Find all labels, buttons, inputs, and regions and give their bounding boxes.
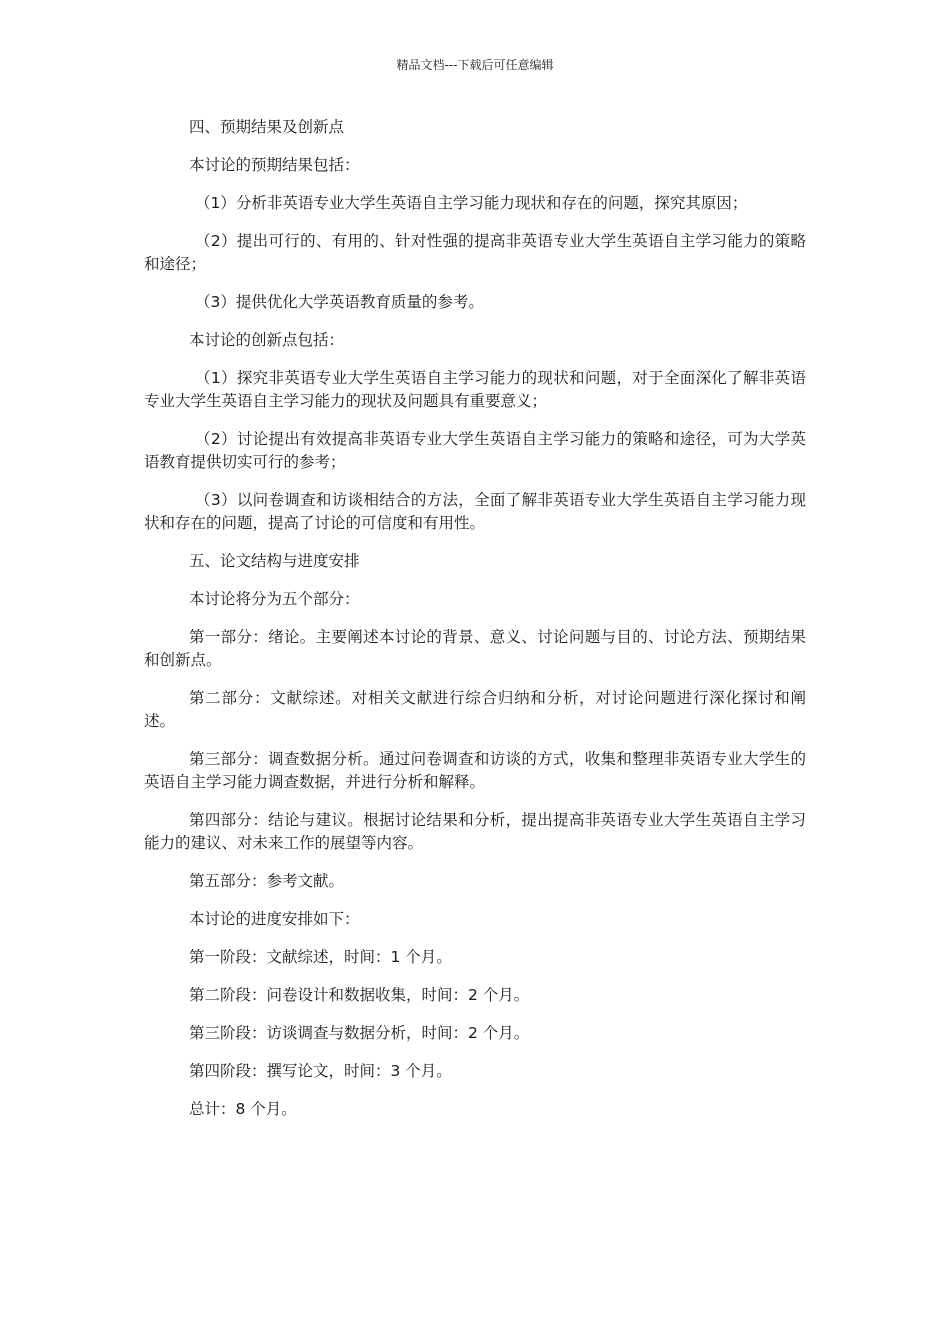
list-item: （3）提供优化大学英语教育质量的参考。: [195, 293, 484, 311]
schedule-item: 第一阶段：文献综述，时间：1 个月。: [189, 948, 452, 966]
paragraph: 第四部分：结论与建议。根据讨论结果和分析，提出提高非英语专业大学生英语自主学习能力的建议、对未来工作的展望等内容。: [144, 811, 806, 852]
paragraph: 本讨论将分为五个部分：: [189, 590, 360, 608]
list-item: （1）探究非英语专业大学生英语自主学习能力的现状和问题，对于全面深化了解非英语专业大学生英语自主学习能力的现状及问题具有重要意义；: [144, 369, 806, 410]
schedule-total: 总计：8 个月。: [189, 1100, 297, 1118]
section-heading: 四、预期结果及创新点: [189, 118, 345, 136]
list-item: （3）以问卷调查和访谈相结合的方法，全面了解非英语专业大学生英语自主学习能力现状和存在的问题，提高了讨论的可信度和有用性。: [144, 491, 806, 532]
list-item: （1）分析非英语专业大学生英语自主学习能力现状和存在的问题，探究其原因；: [195, 194, 748, 212]
paragraph: 第一部分：绪论。主要阐述本讨论的背景、意义、讨论问题与目的、讨论方法、预期结果和创新点。: [144, 628, 806, 669]
paragraph: 本讨论的预期结果包括：: [189, 156, 360, 174]
paragraph: 本讨论的创新点包括：: [189, 331, 345, 349]
page-header: 精品文档---下载后可任意编辑: [396, 58, 554, 72]
document-body: [144, 116, 806, 1136]
paragraph: 第三部分：调查数据分析。通过问卷调查和访谈的方式，收集和整理非英语专业大学生的英语自主学习能力调查数据，并进行分析和解释。: [144, 750, 806, 791]
schedule-item: 第四阶段：撰写论文，时间：3 个月。: [189, 1062, 452, 1080]
paragraph: 本讨论的进度安排如下：: [189, 910, 360, 928]
paragraph: 第五部分：参考文献。: [189, 872, 345, 890]
section-heading: 五、论文结构与进度安排: [189, 552, 360, 570]
paragraph: 第二部分：文献综述。对相关文献进行综合归纳和分析，对讨论问题进行深化探讨和阐述。: [144, 689, 806, 730]
schedule-item: 第二阶段：问卷设计和数据收集，时间：2 个月。: [189, 986, 530, 1004]
list-item: （2）提出可行的、有用的、针对性强的提高非英语专业大学生英语自主学习能力的策略和途径；: [144, 232, 806, 273]
list-item: （2）讨论提出有效提高非英语专业大学生英语自主学习能力的策略和途径，可为大学英语教育提供切实可行的参考；: [144, 430, 806, 471]
schedule-item: 第三阶段：访谈调查与数据分析，时间：2 个月。: [189, 1024, 530, 1042]
